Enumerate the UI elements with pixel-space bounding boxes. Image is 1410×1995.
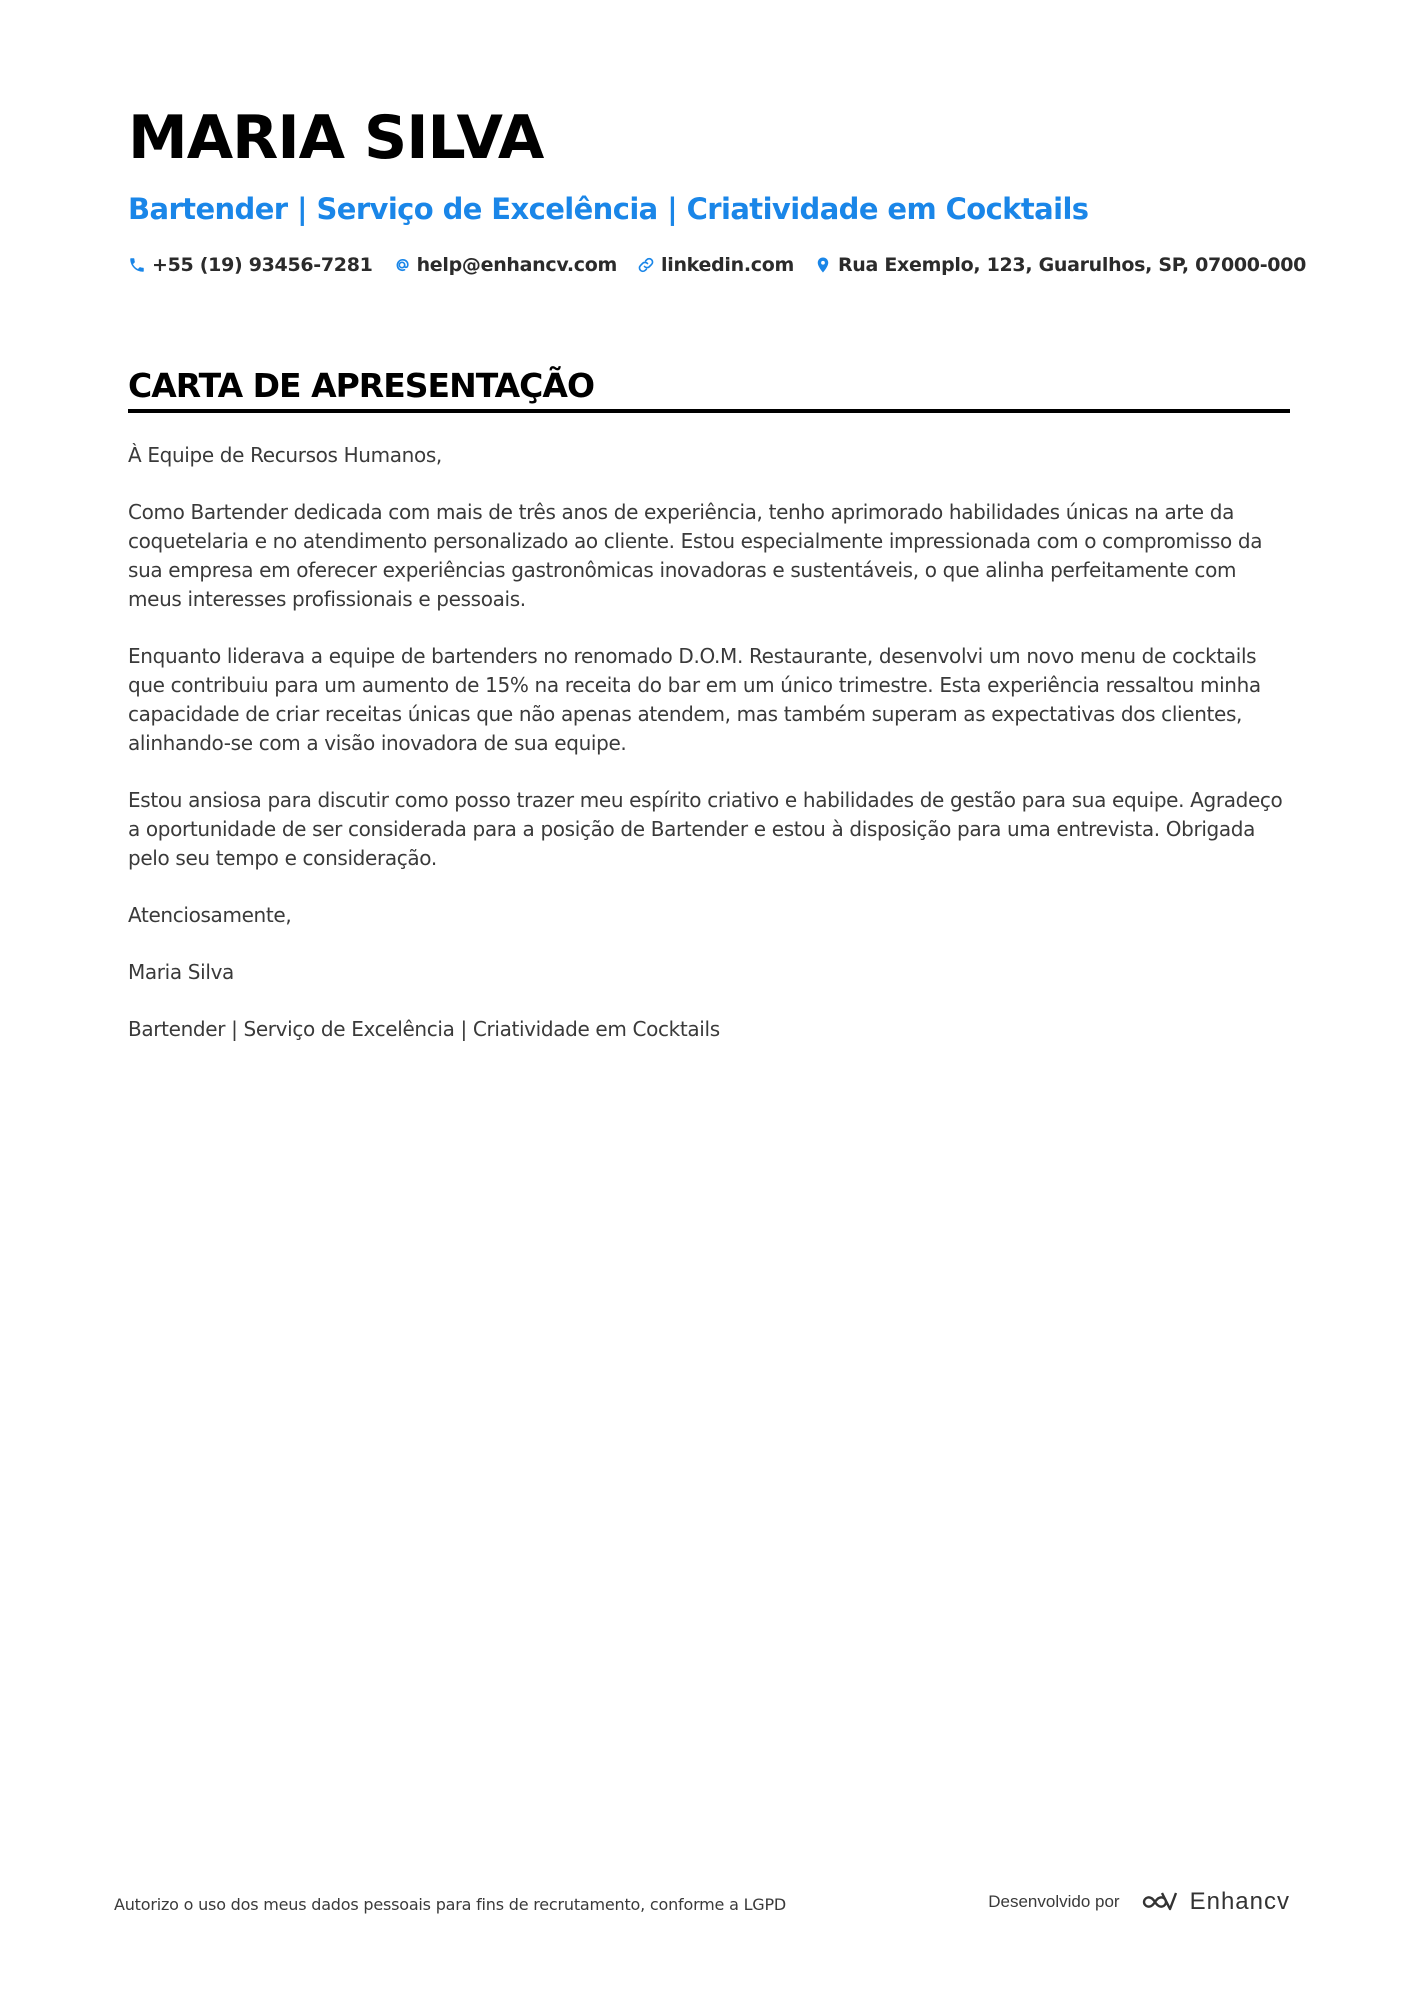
contact-email[interactable] [393, 254, 617, 276]
contact-linkedin[interactable] [637, 254, 794, 276]
contact-address [814, 254, 1306, 276]
section-divider [128, 409, 1290, 413]
candidate-name: MARIA SILVA [128, 103, 544, 173]
letter-greeting: À Equipe de Recursos Humanos, [128, 443, 442, 467]
enhancv-logo-icon [1132, 1889, 1178, 1915]
at-icon [393, 256, 411, 274]
contact-phone-text: +55 (19) 93456-7281 [152, 254, 373, 276]
powered-by-label: Desenvolvido por [988, 1892, 1120, 1911]
link-icon [637, 256, 655, 274]
location-pin-icon [814, 256, 832, 274]
contact-email-text: help@enhancv.com [416, 254, 618, 276]
phone-icon [128, 256, 146, 274]
contact-linkedin-text: linkedin.com [661, 254, 794, 276]
signature-title: Bartender | Serviço de Excelência | Criatividade em Cocktails [128, 1017, 720, 1041]
letter-body [128, 441, 1290, 1072]
contact-bar [128, 254, 1326, 276]
letter-paragraph: Como Bartender dedicada com mais de três anos de experiência, tenho aprimorado habilidades únicas na arte da coquetelaria e no atendimento personalizado ao cliente. Estou especialmente impressionada com o compromisso da sua empresa em oferecer experiências gastronômicas inovadoras e sustentáveis, o que alinha perfeitamente com meus interesses profissionais e pessoais. [128, 500, 1263, 611]
candidate-headline: Bartender | Serviço de Excelência | Criatividade em Cocktails [128, 192, 1089, 226]
signature-name: Maria Silva [128, 960, 234, 984]
section-title: CARTA DE APRESENTAÇÃO [128, 366, 594, 405]
letter-paragraph: Estou ansiosa para discutir como posso trazer meu espírito criativo e habilidades de gestão para sua equipe. Agradeço a oportunidade de ser considerada para a posição de Bartender e estou à disposição para uma entrevista. Obrigada pelo seu tempo e consideração. [128, 788, 1283, 870]
contact-phone[interactable] [128, 254, 373, 276]
brand-name: Enhancv [1189, 1888, 1290, 1915]
letter-paragraph: Enquanto liderava a equipe de bartenders no renomado D.O.M. Restaurante, desenvolvi um novo menu de cocktails que contribuiu para um aumento de 15% na receita do bar em um único trimestre. Esta experiência ressaltou minha capacidade de criar receitas únicas que não apenas atendem, mas também superam as expectativas dos clientes, alinhando-se com a visão inovadora de sua equipe. [128, 644, 1261, 755]
letter-closing: Atenciosamente, [128, 903, 292, 927]
privacy-consent: Autorizo o uso dos meus dados pessoais para fins de recrutamento, conforme a LGPD [114, 1895, 787, 1914]
contact-address-text: Rua Exemplo, 123, Guarulhos, SP, 07000-000 [837, 254, 1307, 276]
powered-by[interactable] [988, 1888, 1290, 1916]
